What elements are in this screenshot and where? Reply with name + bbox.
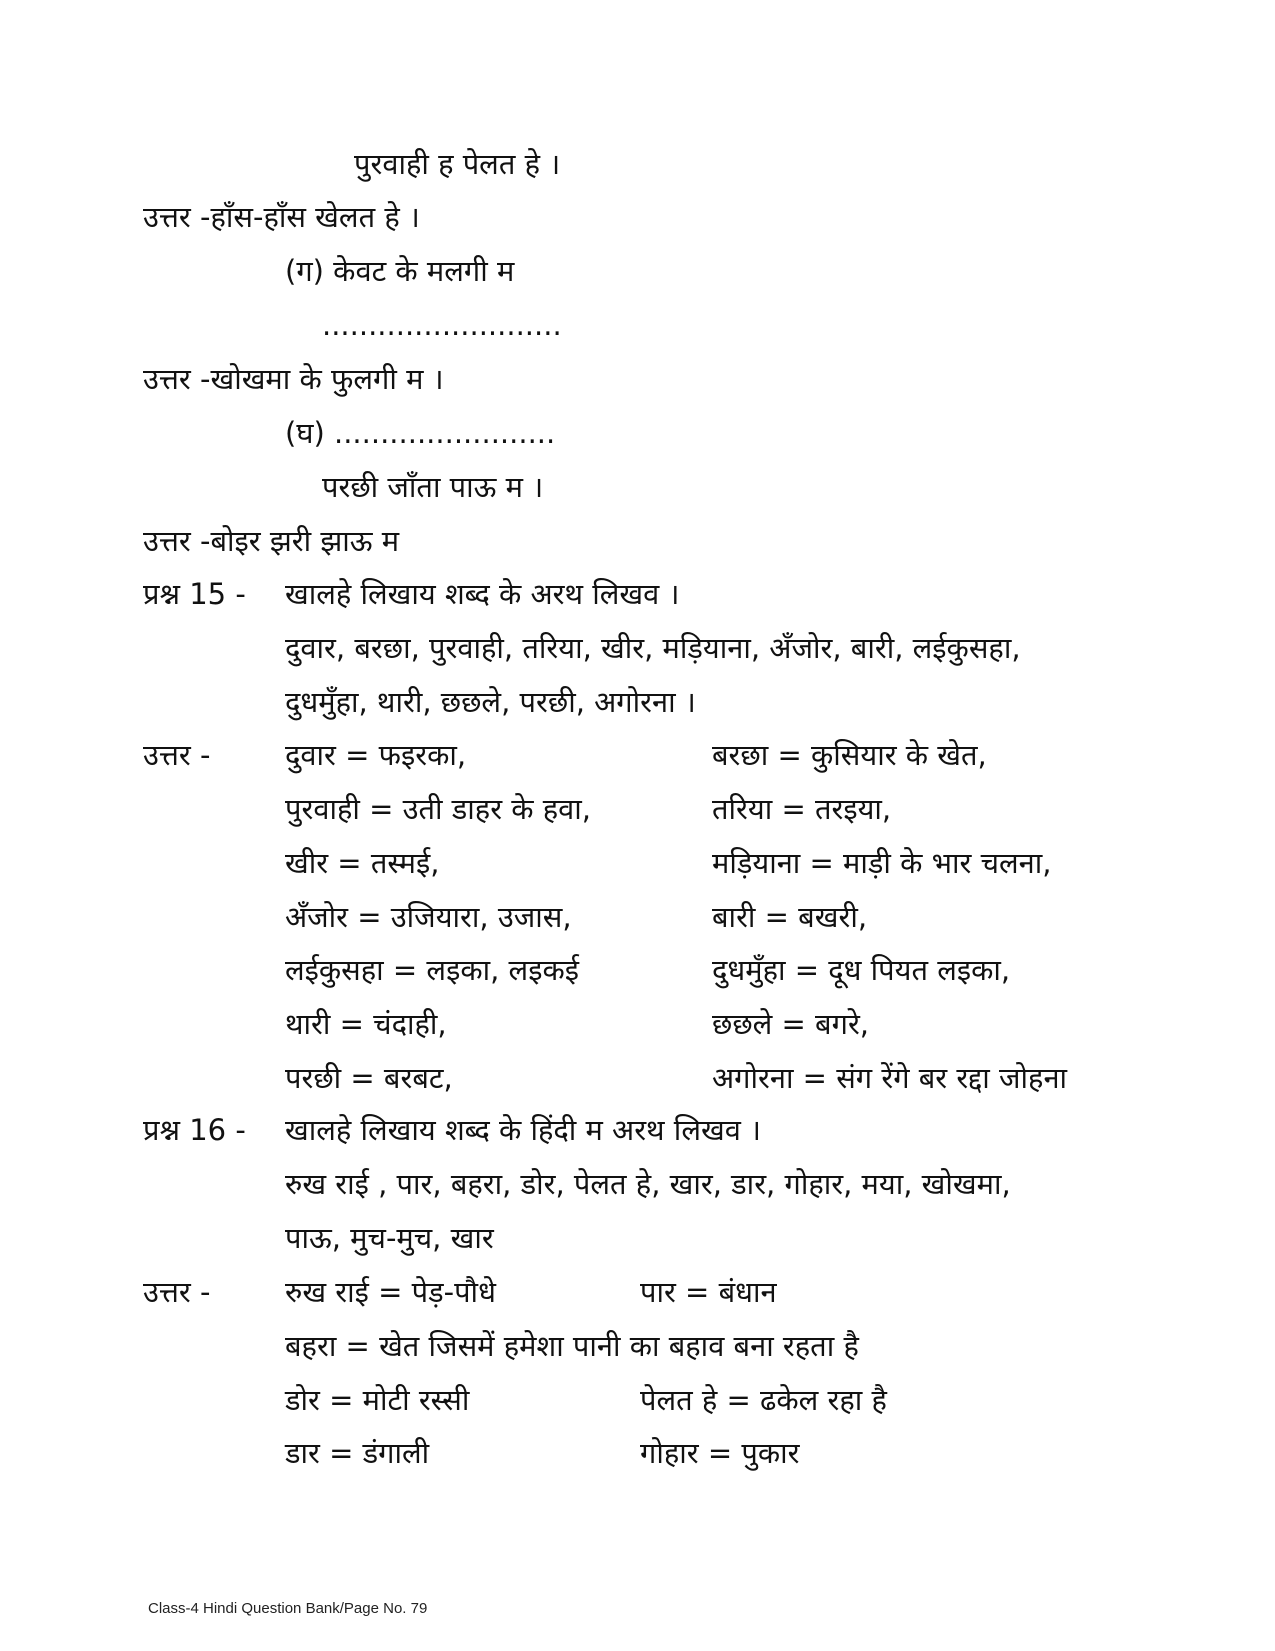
word-list-line: रुख राई , पार, बहरा, डोर, पेलत हे, खार, डार, गोहार, मया, खोखमा, xyxy=(285,1167,1011,1201)
question-16-text: खालहे लिखाय शब्द के हिंदी म अरथ लिखव । xyxy=(285,1113,762,1147)
answer-right: बरछा = कुसियार के खेत, xyxy=(712,738,987,772)
answer-left: अँजोर = उजियारा, उजास, xyxy=(285,900,572,934)
answer-right: छछले = बगरे, xyxy=(712,1007,870,1041)
question-part-g: (ग) केवट के मलगी म xyxy=(285,254,515,288)
answer-left: लईकुसहा = लइका, लइकई xyxy=(285,953,579,987)
answer-full: बहरा = खेत जिसमें हमेशा पानी का बहाव बना रहता है xyxy=(285,1329,859,1363)
answer-left: डार = डंगाली xyxy=(285,1436,430,1470)
answer-right: तरिया = तरइया, xyxy=(712,792,892,826)
word-list-line: दुधमुँहा, थारी, छछले, परछी, अगोरना । xyxy=(285,685,696,719)
answer-line: उत्तर -खोखमा के फुलगी म । xyxy=(143,362,444,396)
answer-right: दुधमुँहा = दूध पियत लइका, xyxy=(712,953,1011,987)
answer-right: गोहार = पुकार xyxy=(640,1436,800,1470)
question-15-label: प्रश्न 15 - xyxy=(143,577,246,611)
answer-line: उत्तर -बोइर झरी झाऊ म xyxy=(143,524,400,558)
poem-line: पुरवाही ह पेलत हे । xyxy=(354,147,561,181)
answer-right: मड़ियाना = माड़ी के भार चलना, xyxy=(712,846,1052,880)
answer-left: रुख राई = पेड़-पौधे xyxy=(285,1275,496,1309)
word-list-line: दुवार, बरछा, पुरवाही, तरिया, खीर, मड़ियाना, अँजोर, बारी, लईकुसहा, xyxy=(285,631,1021,665)
question-part-gh: (घ) ........................ xyxy=(285,416,556,450)
answer-right: पार = बंधान xyxy=(640,1275,777,1309)
answer-right: अगोरना = संग रेंगे बर रद्दा जोहना xyxy=(712,1061,1068,1095)
poem-line: परछी जाँता पाऊ म । xyxy=(322,470,544,504)
answer-right: बारी = बखरी, xyxy=(712,900,868,934)
answer-label: उत्तर - xyxy=(143,1275,211,1309)
answer-left: दुवार = फइरका, xyxy=(285,738,467,772)
answer-left: खीर = तस्मई, xyxy=(285,846,440,880)
answer-label: उत्तर - xyxy=(143,738,211,772)
answer-left: डोर = मोटी रस्सी xyxy=(285,1383,470,1417)
answer-left: थारी = चंदाही, xyxy=(285,1007,447,1041)
answer-line: उत्तर -हाँस-हाँस खेलत हे । xyxy=(143,200,420,234)
question-16-label: प्रश्न 16 - xyxy=(143,1113,246,1147)
blank-line: .......................... xyxy=(322,308,562,342)
page-footer: Class-4 Hindi Question Bank/Page No. 79 xyxy=(148,1600,428,1617)
word-list-line: पाऊ, मुच-मुच, खार xyxy=(285,1221,494,1255)
answer-left: पुरवाही = उती डाहर के हवा, xyxy=(285,792,592,826)
answer-right: पेलत हे = ढकेल रहा है xyxy=(640,1383,887,1417)
answer-left: परछी = बरबट, xyxy=(285,1061,453,1095)
question-15-text: खालहे लिखाय शब्द के अरथ लिखव । xyxy=(285,577,680,611)
